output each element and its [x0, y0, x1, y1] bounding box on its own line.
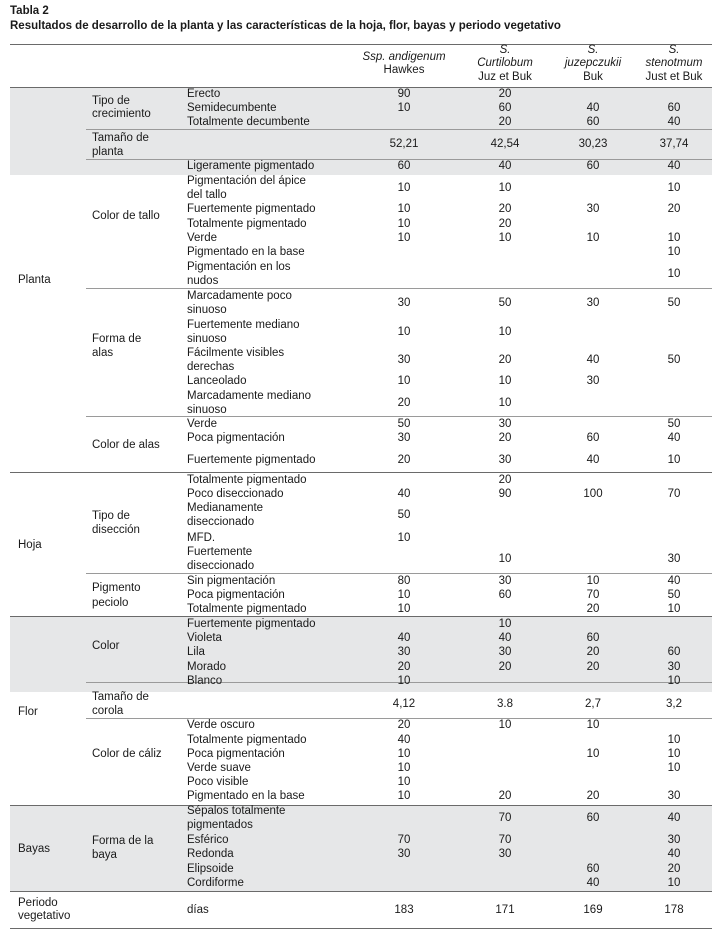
cell-value: 20: [498, 116, 512, 128]
sub-color-flor: Color: [92, 640, 120, 652]
cell-value: 40: [667, 848, 681, 860]
cell-value: 30: [586, 203, 600, 215]
row-label: MFD.: [187, 532, 216, 544]
cell-value: 30: [498, 848, 512, 860]
cell-value: 30: [667, 790, 681, 802]
section-divider: [10, 472, 712, 473]
sub-forma-baya-l2: baya: [92, 849, 117, 861]
cell-value: 70: [498, 812, 512, 824]
row-label: Poca pigmentación: [187, 748, 285, 760]
cell-value: 60: [667, 102, 681, 114]
cell-value: 40: [397, 734, 411, 746]
cell-value: 4,12: [392, 698, 416, 710]
cell-value: 30: [498, 454, 512, 466]
cell-value: 20: [586, 603, 600, 615]
cell-value: 10: [586, 232, 600, 244]
cell-value: 60: [586, 432, 600, 444]
row-label: Poco visible: [187, 776, 249, 788]
row-label: Fuertemente pigmentado: [187, 618, 316, 630]
cell-value: 20: [667, 203, 681, 215]
section-divider: [10, 928, 712, 929]
cell-value: 10: [397, 776, 411, 788]
cell-value: 20: [498, 354, 512, 366]
cell-value: 178: [664, 904, 684, 916]
cell-value: 10: [397, 102, 411, 114]
cell-value: 10: [397, 532, 411, 544]
row-label: Verde oscuro: [187, 719, 255, 731]
row-label: Pigmentación en los: [187, 261, 291, 273]
cell-value: 30: [667, 834, 681, 846]
cell-value: 40: [586, 354, 600, 366]
cell-value: 70: [397, 834, 411, 846]
sub-color-caliz: Color de cáliz: [92, 748, 162, 760]
sub-tamano-planta-l1: Tamaño de: [92, 132, 149, 144]
row-label: Fuertemente pigmentado: [187, 203, 316, 215]
cell-value: 20: [397, 454, 411, 466]
cell-value: 10: [498, 719, 512, 731]
table-caption: Resultados de desarrollo de la planta y las características de la hoja, flor, bayas y periodo vegetativo: [10, 20, 561, 32]
sub-tipo-diseccion-l2: disección: [92, 524, 140, 536]
row-label: derechas: [187, 361, 235, 373]
cell-value: 30: [586, 297, 600, 309]
cell-value: 20: [667, 863, 681, 875]
cell-value: 100: [583, 488, 603, 500]
col4-header-line1: S.: [668, 44, 680, 56]
row-label: sinuoso: [187, 404, 227, 416]
col4-header-line3: Just et Buk: [645, 71, 703, 83]
cell-value: 40: [586, 454, 600, 466]
cell-value: 10: [667, 603, 681, 615]
cell-value: 3.8: [497, 698, 513, 710]
row-label: Sépalos totalmente: [187, 805, 286, 817]
cell-value: 169: [583, 904, 603, 916]
cell-value: 10: [586, 719, 600, 731]
row-label: Totalmente pigmentado: [187, 734, 307, 746]
cell-value: 10: [667, 232, 681, 244]
cell-value: 20: [397, 661, 411, 673]
cell-value: 10: [667, 877, 681, 889]
cell-value: 40: [586, 102, 600, 114]
cell-value: 20: [586, 646, 600, 658]
cell-value: 60: [498, 589, 512, 601]
cell-value: 10: [397, 675, 411, 687]
row-label: días: [187, 904, 209, 916]
cell-value: 20: [498, 218, 512, 230]
cell-value: 10: [667, 454, 681, 466]
row-label: Elipsoide: [187, 863, 234, 875]
cell-value: 10: [667, 762, 681, 774]
cell-value: 50: [667, 354, 681, 366]
sub-tamano-corola-l2: corola: [92, 705, 124, 717]
sub-tamano-planta-l2: planta: [92, 146, 124, 158]
sub-tipo-diseccion-l1: Tipo de: [92, 510, 130, 522]
sub-tipo-crecimiento-l2: crecimiento: [92, 108, 151, 120]
section-periodo-line2: vegetativo: [18, 910, 71, 922]
cell-value: 10: [397, 182, 411, 194]
cell-value: 20: [397, 397, 411, 409]
row-label: Poco diseccionado: [187, 488, 284, 500]
cell-value: 10: [586, 575, 600, 587]
row-label: nudos: [187, 275, 219, 287]
row-label: sinuoso: [187, 333, 227, 345]
sub-pigmento-peciolo-l1: Pigmento: [92, 582, 141, 594]
cell-value: 40: [498, 632, 512, 644]
cell-value: 3,2: [666, 698, 682, 710]
cell-value: 90: [498, 488, 512, 500]
col2-header-line0: S.: [499, 44, 511, 56]
cell-value: 2,7: [585, 698, 601, 710]
row-label: Poca pigmentación: [187, 432, 285, 444]
row-label: sinuoso: [187, 304, 227, 316]
row-label: Totalmente pigmentado: [187, 474, 307, 486]
cell-value: 50: [667, 589, 681, 601]
sub-tipo-crecimiento-l1: Tipo de: [92, 95, 130, 107]
subgroup-divider: [86, 129, 712, 130]
section-planta: Planta: [18, 274, 51, 286]
cell-value: 40: [397, 632, 411, 644]
row-label: Erecto: [187, 88, 221, 100]
cell-value: 90: [397, 88, 411, 100]
row-label: Medianamente: [187, 502, 264, 514]
cell-value: 40: [667, 116, 681, 128]
cell-value: 30: [498, 575, 512, 587]
sub-forma-alas-l1: Forma de: [92, 333, 142, 345]
cell-value: 60: [667, 646, 681, 658]
cell-value: 40: [667, 160, 681, 172]
cell-value: 20: [586, 661, 600, 673]
cell-value: 40: [667, 575, 681, 587]
row-label: del tallo: [187, 189, 227, 201]
cell-value: 70: [667, 488, 681, 500]
cell-value: 10: [397, 218, 411, 230]
cell-value: 10: [397, 232, 411, 244]
row-label: Fácilmente visibles: [187, 347, 285, 359]
row-label: Esférico: [187, 834, 229, 846]
cell-value: 30: [498, 646, 512, 658]
cell-value: 10: [498, 326, 512, 338]
cell-value: 70: [498, 834, 512, 846]
row-label: Semidecumbente: [187, 102, 277, 114]
cell-value: 10: [667, 182, 681, 194]
cell-value: 10: [498, 182, 512, 194]
sub-forma-baya-l1: Forma de la: [92, 835, 154, 847]
cell-value: 30: [397, 297, 411, 309]
cell-value: 10: [397, 375, 411, 387]
cell-value: 10: [667, 675, 681, 687]
row-label: diseccionado: [187, 560, 255, 572]
row-label: Pigmentación del ápice: [187, 175, 306, 187]
cell-value: 10: [667, 748, 681, 760]
cell-value: 20: [397, 719, 411, 731]
cell-value: 10: [498, 397, 512, 409]
cell-value: 60: [397, 160, 411, 172]
col2-header-line1: Curtilobum: [477, 57, 533, 69]
col1-header-line2: Hawkes: [383, 64, 425, 76]
cell-value: 30,23: [578, 138, 608, 150]
row-label: Sin pigmentación: [187, 575, 276, 587]
cell-value: 20: [498, 790, 512, 802]
col3-header-line3: Buk: [583, 71, 603, 83]
row-label: Morado: [187, 661, 226, 673]
row-label: Verde: [187, 232, 218, 244]
row-label: Marcadamente mediano: [187, 390, 312, 402]
col4-header-line2: stenotmum: [645, 57, 703, 69]
cell-value: 40: [498, 160, 512, 172]
cell-value: 10: [667, 268, 681, 280]
cell-value: 52,21: [389, 138, 419, 150]
row-label: Fuertemente pigmentado: [187, 454, 316, 466]
cell-value: 40: [397, 488, 411, 500]
cell-value: 40: [667, 432, 681, 444]
cell-value: 20: [498, 432, 512, 444]
cell-value: 80: [397, 575, 411, 587]
cell-value: 20: [498, 661, 512, 673]
row-label: Lanceolado: [187, 375, 247, 387]
row-label: Redonda: [187, 848, 234, 860]
cell-value: 10: [397, 748, 411, 760]
cell-value: 50: [397, 418, 411, 430]
col3-header-line1: S.: [587, 44, 599, 56]
cell-value: 60: [586, 116, 600, 128]
section-flor: Flor: [18, 706, 38, 718]
cell-value: 171: [495, 904, 515, 916]
cell-value: 10: [397, 790, 411, 802]
row-label: Verde: [187, 418, 218, 430]
cell-value: 10: [667, 734, 681, 746]
row-label: Totalmente decumbente: [187, 116, 310, 128]
row-label: diseccionado: [187, 516, 255, 528]
cell-value: 10: [498, 618, 512, 630]
cell-value: 60: [586, 160, 600, 172]
cell-value: 10: [397, 203, 411, 215]
row-label: Lila: [187, 646, 205, 658]
col3-header-line2: juzepczukii: [564, 57, 622, 69]
cell-value: 183: [394, 904, 414, 916]
row-label: Pigmentado en la base: [187, 246, 305, 258]
cell-value: 30: [397, 432, 411, 444]
row-label: Cordiforme: [187, 877, 244, 889]
cell-value: 60: [586, 863, 600, 875]
table-title: Tabla 2: [10, 5, 49, 17]
cell-value: 50: [667, 418, 681, 430]
cell-value: 60: [498, 102, 512, 114]
section-divider: [10, 616, 712, 617]
cell-value: 60: [586, 632, 600, 644]
cell-value: 40: [586, 877, 600, 889]
cell-value: 70: [586, 589, 600, 601]
cell-value: 50: [397, 509, 411, 521]
subgroup-divider: [86, 288, 712, 289]
cell-value: 10: [586, 748, 600, 760]
sub-pigmento-peciolo-l2: peciolo: [92, 597, 129, 609]
cell-value: 10: [498, 553, 512, 565]
row-label: Marcadamente poco: [187, 290, 292, 302]
cell-value: 20: [498, 203, 512, 215]
section-divider: [10, 891, 712, 892]
col2-header-line2: Juz et Buk: [478, 71, 532, 83]
cell-value: 30: [667, 661, 681, 673]
section-bayas: Bayas: [18, 843, 50, 855]
cell-value: 42,54: [490, 138, 520, 150]
row-label: Ligeramente pigmentado: [187, 160, 315, 172]
sub-tamano-corola-l1: Tamaño de: [92, 691, 149, 703]
sub-forma-alas-l2: alas: [92, 347, 114, 359]
cell-value: 10: [498, 375, 512, 387]
cell-value: 10: [397, 603, 411, 615]
cell-value: 10: [397, 326, 411, 338]
cell-value: 50: [498, 297, 512, 309]
cell-value: 20: [586, 790, 600, 802]
section-periodo-line1: Periodo: [18, 897, 58, 909]
row-label: Totalmente pigmentado: [187, 603, 307, 615]
cell-value: 10: [397, 762, 411, 774]
cell-value: 30: [586, 375, 600, 387]
cell-value: 60: [586, 812, 600, 824]
row-label: Fuertemente: [187, 546, 253, 558]
row-label: Violeta: [187, 632, 222, 644]
row-label: Blanco: [187, 675, 223, 687]
col1-header-line1: Ssp. andigenum: [362, 51, 446, 63]
row-label: Pigmentado en la base: [187, 790, 305, 802]
section-hoja: Hoja: [18, 539, 42, 551]
row-label: pigmentados: [187, 819, 253, 831]
row-label: Poca pigmentación: [187, 589, 285, 601]
cell-value: 20: [498, 88, 512, 100]
cell-value: 20: [498, 474, 512, 486]
section-divider: [10, 805, 712, 806]
row-label: Fuertemente mediano: [187, 319, 300, 331]
cell-value: 40: [667, 812, 681, 824]
cell-value: 30: [397, 354, 411, 366]
sub-color-alas: Color de alas: [92, 439, 160, 451]
cell-value: 30: [498, 418, 512, 430]
cell-value: 30: [397, 848, 411, 860]
cell-value: 37,74: [659, 138, 689, 150]
cell-value: 30: [667, 553, 681, 565]
row-label: Verde suave: [187, 762, 251, 774]
cell-value: 30: [397, 646, 411, 658]
cell-value: 10: [397, 589, 411, 601]
cell-value: 50: [667, 297, 681, 309]
cell-value: 10: [667, 246, 681, 258]
sub-color-tallo: Color de tallo: [92, 210, 160, 222]
row-label: Totalmente pigmentado: [187, 218, 307, 230]
cell-value: 10: [498, 232, 512, 244]
